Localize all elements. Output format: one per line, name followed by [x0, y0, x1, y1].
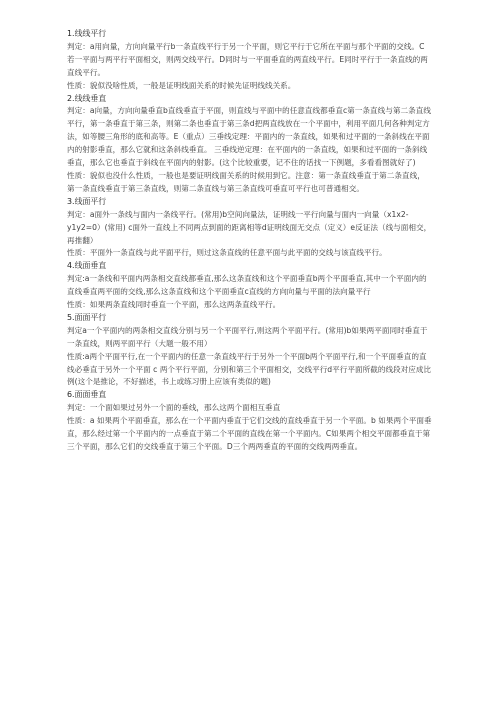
property-paragraph: 性质:a两个平面平行,在一个平面内的任意一条直线平行于另外一个平面b两个平面平行,和一个平面垂直的直线必垂直于另外一个平面 c 两个平行平面，分别和第三个平面相交，交线平行d平行平面所截的线段对应成比例(这个是推论，不好描述，书上或练习册上应该有类似的题): [67, 351, 432, 387]
property-paragraph: 性质：如果两条直线同时垂直一个平面，那么这两条直线平行。: [67, 300, 281, 310]
section-line-plane-perpendicular: [67, 260, 432, 312]
section-heading: 5.面面平行: [67, 312, 107, 322]
property-paragraph: 性质：a 如果两个平面垂直，那么在一个平面内垂直于它们交线的直线垂直于另一个平面。b 如果两个平面垂直，那么经过第一个平面内的一点垂直于第二个平面的直线在第一个平面内。C如果两个相交平面都垂直于第三个平面，那么它们的交线垂直于第三个平面。D三个两两垂直的平面的交线两两垂直。: [67, 416, 432, 451]
section-heading: 2.线线垂直: [67, 93, 107, 103]
section-heading: 1.线线平行: [67, 29, 107, 38]
section-heading: 6.面面垂直: [67, 390, 107, 400]
property-paragraph: 性质：貌似也没什么性质，一般也是要证明线面关系的时候用到它。注意：第一条直线垂直于第二条直线，第一条直线垂直于第三条直线，则第二条直线与第三条直线可垂直可平行也可普通相交。: [67, 170, 425, 193]
criteria-paragraph: 判定a一个平面内的两条相交直线分别与另一个平面平行,则这两个平面平行。(常用)b如果两平面同时垂直于一条直线，则两平面平行（大题一般不用）: [67, 325, 428, 348]
criteria-paragraph: 判定：a面外一条线与面内一条线平行。(常用)b空间向量法，证明线一平行向量与面内一向量（x1x2-y1y2=0）(常用) c面外一直线上不同两点到面的距离相等d证明线面无交点（定义）e反证法（线与面相交，再推翻）: [67, 209, 432, 245]
section-line-plane-parallel: [67, 196, 432, 261]
document-body: [67, 28, 432, 454]
section-heading: 4.线面垂直: [67, 261, 107, 271]
criteria-paragraph: 判定：a向量，方向向量垂直b直线垂直于平面，则直线与平面中的任意直线都垂直c第一条直线与第二条直线平行，第一条垂直于第三条，则第二条也垂直于第三条d把两直线放在一个平面中，利用平面几何各种判定方法，如等腰三角形的底和高等。E（重点）三垂线定理：平面内的一条直线，如果和过平面的一条斜线在平面内的射影垂直，那么它就和这条斜线垂直。 三垂线逆定理：在平面内的一条直线，如果和过平面的一条斜线垂直，那么它也垂直于斜线在平面内的射影。(这个比较重要，记不住的话找一下例题，多看看图就好了): [67, 106, 431, 168]
section-plane-plane-perpendicular: [67, 389, 432, 454]
criteria-paragraph: 判定：一个面如果过另外一个面的垂线，那么这两个面相互垂直: [67, 403, 281, 413]
section-line-line-parallel: [67, 28, 432, 93]
section-line-line-perpendicular: [67, 93, 432, 196]
property-paragraph: 性质：平面外一条直线与此平面平行，则过这条直线的任意平面与此平面的交线与该直线平行。: [67, 248, 387, 258]
property-paragraph: 性质：貌似没啥性质，一般是证明线面关系的时候先证明线线关系。: [67, 80, 296, 90]
criteria-paragraph: 判定：a用向量，方向向量平行b一条直线平行于另一个平面，则它平行于它所在平面与那个平面的交线。C若一平面与两平行平面相交，则两交线平行。D同时与一平面垂直的两直线平行。E同时平行于一条直线的两直线平行。: [67, 41, 428, 77]
section-heading: 3.线面平行: [67, 196, 107, 206]
section-plane-plane-parallel: [67, 312, 432, 389]
criteria-paragraph: 判定:a一条线和平面内两条相交直线都垂直,那么这条直线和这个平面垂直b两个平面垂直,其中一个平面内的直线垂直两平面的交线,那么这条直线和这个平面垂直c直线的方向向量与平面的法向量平行: [67, 274, 427, 297]
